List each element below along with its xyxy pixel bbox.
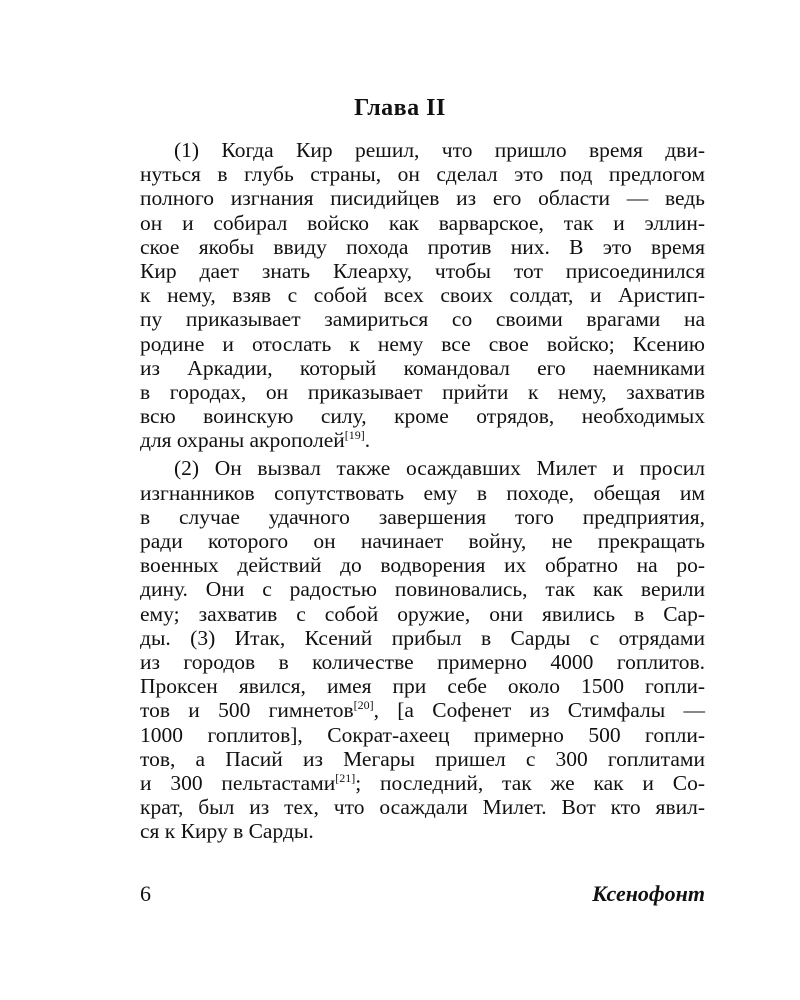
footnote-reference[interactable]: [19]: [344, 428, 365, 443]
text-line: всю воинскую силу, кроме отрядов, необходимых: [140, 404, 705, 429]
text-fragment: для охраны акрополей: [140, 428, 345, 453]
text-line: из Аркадии, который командовал его наемниками: [140, 355, 705, 380]
text-line: Проксен явился, имея при себе около 1500 гопли-: [140, 674, 705, 699]
text-line: ся к Киру в Сарды.: [140, 819, 314, 844]
text-fragment: , [а Софенет из Стимфалы —: [373, 698, 705, 723]
text-fragment: ; последний, так же как и Со-: [355, 770, 705, 795]
footnote-reference[interactable]: [21]: [335, 770, 356, 785]
text-line: из городов в количестве примерно 4000 гоплитов.: [140, 649, 705, 674]
text-line: в городах, он приказывает прийти к нему, захватив: [140, 379, 705, 404]
text-line: полного изгнания писидийцев из его области — ведь: [140, 186, 705, 211]
text-line: тов, а Пасий из Мегары пришел с 300 гоплитами: [140, 746, 705, 771]
text-line: родине и отослать к нему все свое войско; Ксению: [140, 331, 705, 356]
text-line: дину. Они с радостью повиновались, так как верили: [140, 577, 705, 602]
text-line: [140, 698, 705, 722]
footnote-reference[interactable]: [20]: [353, 698, 374, 713]
text-line: к нему, взяв с собой всех своих солдат, и Аристип-: [140, 283, 705, 308]
text-line: Кир дает знать Клеарху, чтобы тот присоединился: [140, 258, 705, 283]
text-fragment: .: [364, 428, 371, 453]
text-line: пу приказывает замириться со своими врагами на: [140, 307, 705, 332]
body-text: [140, 138, 705, 843]
text-line: ради которого он начинает войну, не прекращать: [140, 529, 705, 553]
text-line: ему; захватив с собой оружие, они явились в Сар-: [140, 601, 705, 626]
text-line: он и собирал войско как варварское, так и эллин-: [140, 210, 705, 235]
text-line: ды. (3) Итак, Ксений прибыл в Сарды с отрядами: [140, 625, 705, 650]
text-line: [140, 771, 705, 795]
text-line: [140, 428, 705, 452]
text-line: 1000 гоплитов], Сократ-ахеец примерно 500 гопли-: [140, 722, 705, 747]
page-number: 6: [140, 881, 151, 906]
running-footer-author: Ксенофонт: [592, 881, 705, 906]
text-line: нуться в глубь страны, он сделал это под предлогом: [140, 162, 705, 187]
text-line: (1) Когда Кир решил, что пришло время дви-: [174, 138, 705, 162]
chapter-title: Глава II: [354, 95, 446, 121]
text-line: (2) Он вызвал также осаждавших Милет и просил: [174, 456, 705, 481]
text-line: крат, был из тех, что осаждали Милет. Вот кто явил-: [140, 795, 705, 820]
text-fragment: тов и 500 гимнетов: [140, 698, 354, 723]
text-line: изгнанников сопутствовать ему в походе, обещая им: [140, 480, 705, 505]
text-line: военных действий до водворения их обратно на ро-: [140, 553, 705, 578]
text-line: ское якобы ввиду похода против них. В это время: [140, 234, 705, 259]
text-fragment: и 300 пельтастами: [140, 770, 336, 795]
text-line: в случае удачного завершения того предприятия,: [140, 504, 705, 529]
